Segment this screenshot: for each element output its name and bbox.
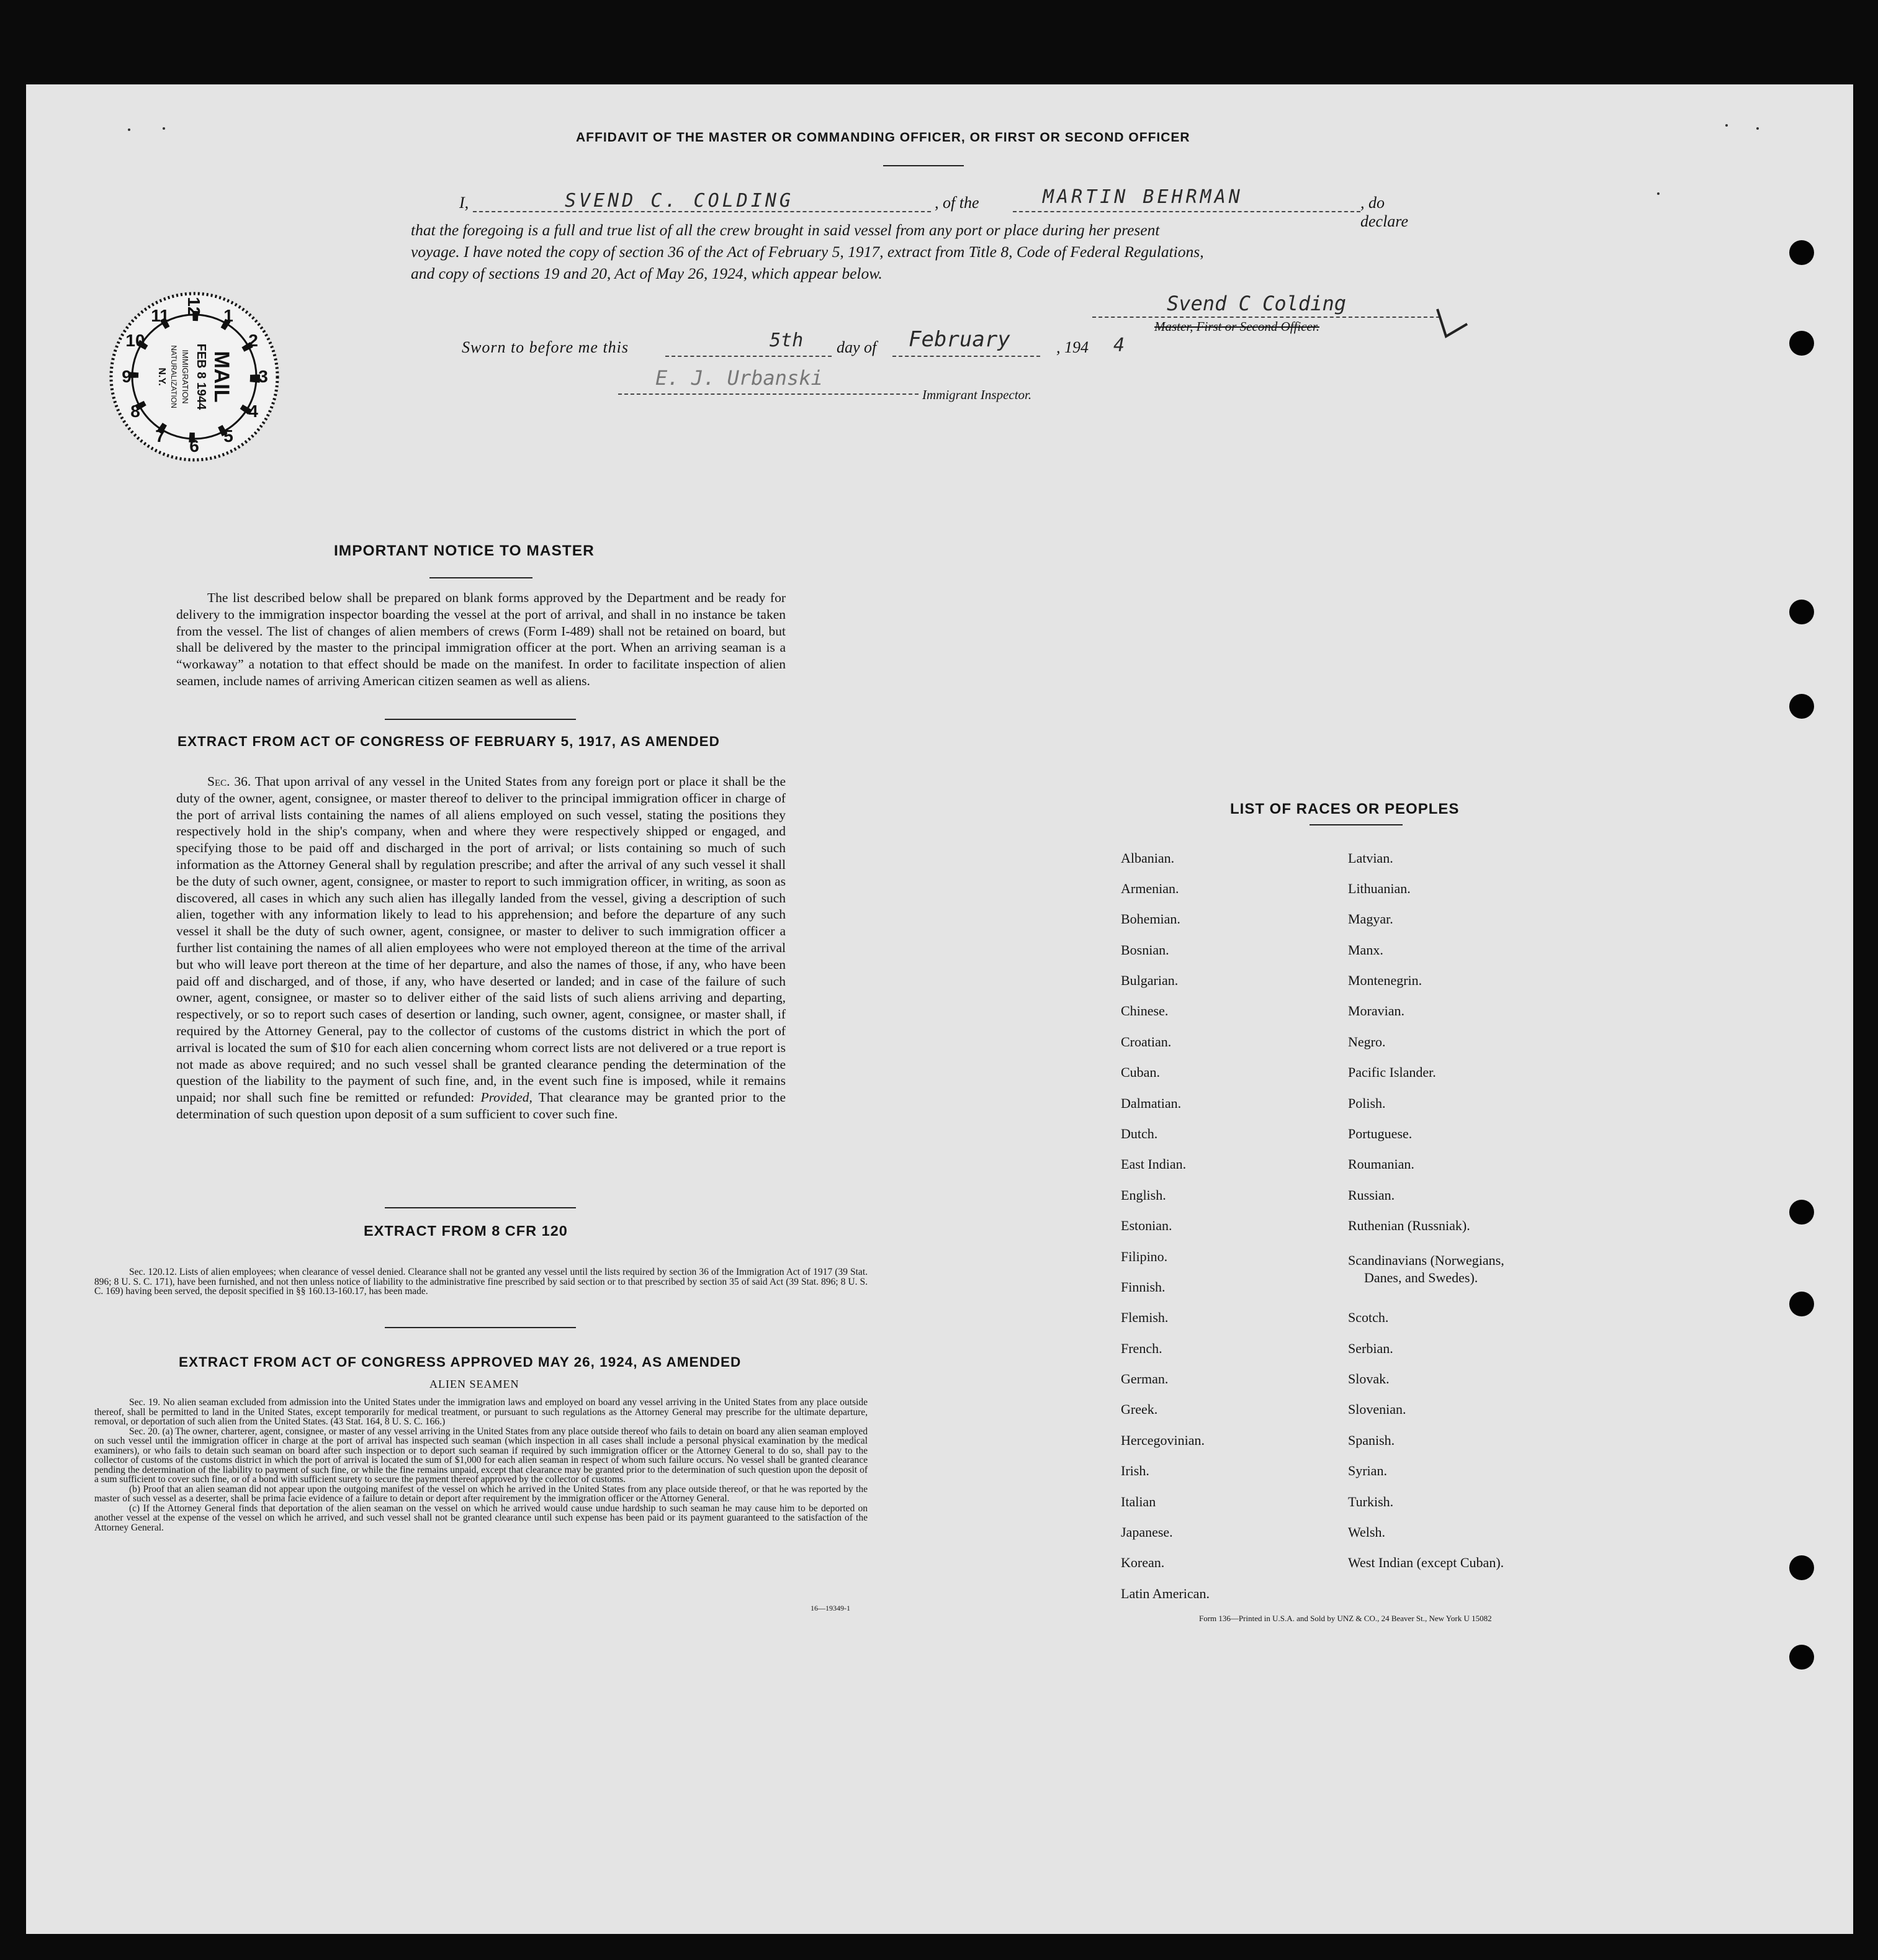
stamp-digit: 5 (223, 426, 233, 446)
extract-1917-rule (385, 1207, 576, 1208)
race-item: Danes, and Swedes). (1364, 1270, 1478, 1285)
sec-20c-text: (c) If the Attorney General finds that deportation of the alien seaman on the vessel on which he arrived would cause undue hardship to such seaman he may cause him to be deported on another vessel at the expense of the vessel on which he arrived, and such vessel shall not be granted clearance until such expense has been paid or its payment guaranteed to the satisfaction of the Attorney General. (94, 1503, 868, 1533)
races-title: LIST OF RACES OR PEOPLES (1230, 801, 1460, 817)
stamp-line: N.Y. (156, 367, 167, 386)
vessel-underline (1013, 211, 1360, 212)
race-item: Japanese. (1121, 1524, 1173, 1540)
race-item: Spanish. (1348, 1432, 1395, 1448)
binder-hole (1789, 331, 1814, 356)
extract-1917-body (176, 773, 786, 1123)
notice-title: IMPORTANT NOTICE TO MASTER (334, 542, 595, 559)
race-item: Albanian. (1121, 850, 1175, 866)
notice-rule (429, 577, 532, 578)
stamp-line: IMMIGRATION (181, 349, 190, 404)
race-item: Dalmatian. (1121, 1095, 1182, 1111)
race-item: Negro. (1348, 1034, 1386, 1050)
extract-1924-body (94, 1398, 868, 1532)
stamp-digit: 12 (184, 297, 204, 317)
race-item: Lithuanian. (1348, 881, 1411, 896)
label-day-of: day of (837, 338, 877, 356)
affidavit-line1 (459, 186, 1427, 230)
year-suffix: 4 (1113, 335, 1125, 356)
master-signature: Svend C Colding (1167, 292, 1346, 315)
stamp-digit: 1 (223, 306, 233, 325)
sworn-day: 5th (770, 330, 804, 351)
affidavit-line4: and copy of sections 19 and 20, Act of May 26, 1924, which appear below. (411, 264, 883, 282)
race-item: Serbian. (1348, 1341, 1393, 1356)
race-item: Scotch. (1348, 1310, 1389, 1325)
stamp-line: NATURALIZATION (169, 345, 178, 408)
dust-speck (128, 128, 130, 131)
sec-20a-text: Sec. 20. (a) The owner, charterer, agent, consignee, or master of any vessel arriving in the United States from any place outside thereof who fails to detain on board any alien seaman employed on such vessel until the immigration officer in charge at the port of arrival has inspected such seaman (which inspection in all cases shall include a personal physical examination by the medical examiners), or who fails to detain such seaman on board after such inspection or to deport such seaman if required by such immigration officer or the Attorney General to do so, shall pay to the collector of customs of the customs district in which the port of arrival is located the sum of $1,000 for each alien seaman in respect of whom such failure occurs. No vessel shall be granted clearance pending the determination of the liability to payment of such fine, or while the fine remains unpaid, except that clearance may be granted prior to the determination of such question upon the deposit of a sum sufficient to cover such fine, or of a bond with sufficient surety to secure the payment thereof approved by the collector of customs. (94, 1426, 868, 1485)
stamp-digit: 2 (248, 331, 258, 350)
master-signature-block (1092, 292, 1477, 348)
label-i: I, (459, 194, 469, 212)
stamp-digit: 9 (122, 367, 132, 386)
signature-underline (1092, 317, 1440, 318)
dust-speck (163, 127, 165, 130)
race-item: West Indian (except Cuban). (1348, 1555, 1504, 1570)
printer-footer: Form 136—Printed in U.S.A. and Sold by UNZ & CO., 24 Beaver St., New York U 15082 (1199, 1614, 1492, 1623)
stamp-digit: 4 (248, 402, 258, 421)
race-item: Welsh. (1348, 1524, 1385, 1540)
race-item: Finnish. (1121, 1279, 1166, 1295)
race-item: Slovenian. (1348, 1401, 1406, 1417)
extract-1917-title: EXTRACT FROM ACT OF CONGRESS OF FEBRUARY 5, 1917, AS AMENDED (177, 734, 720, 749)
master-name: SVEND C. COLDING (565, 190, 794, 212)
sworn-line (462, 327, 1144, 363)
race-item: Croatian. (1121, 1034, 1172, 1050)
race-item: Polish. (1348, 1095, 1386, 1111)
race-item: Russian. (1348, 1187, 1395, 1203)
binder-hole (1789, 1555, 1814, 1580)
race-item: Korean. (1121, 1555, 1165, 1570)
provided-word: Provided, (480, 1090, 532, 1105)
race-item: Magyar. (1348, 911, 1393, 927)
affidavit-line3: voyage. I have noted the copy of section 36 of the Act of February 5, 1917, extract from Title 8, Code of Federal Regulations, (411, 243, 1204, 261)
race-item: Flemish. (1121, 1310, 1169, 1325)
extract-1924-subtitle: ALIEN SEAMEN (429, 1378, 519, 1390)
dust-speck (1756, 127, 1759, 130)
race-item: Estonian. (1121, 1218, 1172, 1233)
sec-19-text: Sec. 19. No alien seaman excluded from admission into the United States under the immigration laws and employed on board any vessel arriving in the United States from any place outside thereof, shall be permitted to land in the United States, except temporarily for medical treatment, or pursuant to such regulations as the Attorney General may prescribe for the ultimate departure, removal, or deportation of such alien from the United States. (43 Stat. 164, 8 U. S. C. 166.) (94, 1397, 868, 1427)
binder-hole (1789, 1292, 1814, 1316)
stamp-digit: 10 (125, 331, 145, 350)
race-item: Roumanian. (1348, 1156, 1414, 1172)
notice-body: The list described below shall be prepared on blank forms approved by the Department and be ready for delivery to the immigration inspector boarding the vessel at the port of arrival, and shall in no instance be taken from the vessel. The list of changes of alien members of crews (Form I-489) shall not be retained on board, but shall be delivered by the master to the principal immigration officer at the port. When an arriving seaman is a “workaway” a notation to that effect should be made on the manifest. In order to facilitate inspection of alien seamen, include names of arriving American citizen seamen as well as aliens. (176, 590, 786, 688)
mail-date-stamp (107, 289, 282, 464)
month-underline (892, 356, 1040, 357)
stamp-digit: 3 (258, 367, 268, 386)
race-item: Armenian. (1121, 881, 1179, 896)
inspector-underline (618, 393, 919, 395)
race-item: English. (1121, 1187, 1166, 1203)
race-item: Syrian. (1348, 1463, 1387, 1478)
race-item: Pacific Islander. (1348, 1064, 1436, 1080)
day-underline (665, 356, 832, 357)
inspector-caption: Immigrant Inspector. (922, 387, 1032, 402)
sec-36-text: That upon arrival of any vessel in the United States from any foreign port or place it shall be the duty of the owner, agent, consignee, or master thereof to deliver to the principal immigration officer in charge of the port of arrival lists containing the names of all aliens employed on such vessel, stating the positions they respectively hold in the ship's company, when and where they were respectively shipped or engaged, and specifying those to be paid off and discharged in the port of arrival; or lists containing so much of such information as the Attorney General shall by regulation prescribe; and after the arrival of any such vessel it shall be the duty of such owner, agent, consignee, or master to report to such immigration officer, in writing, as soon as discovered, all cases in which any such alien has illegally landed from the vessel, giving a description of such alien, together with any information likely to lead to his apprehension; and before the departure of any such vessel it shall be the duty of such owner, agent, consignee, or master to deliver to such immigration officer a further list containing the names of all alien employees who were not employed thereon at the time of the arrival but who will leave port thereon at the time of her departure, and also the names of those, if any, who have been paid off and discharged, and of those, if any, who have deserted or landed; and in case of the failure of such owner, agent, consignee, or master so to deliver either of the said lists of such aliens arriving and departing, respectively, or so to report such cases of desertion or landing, such owner, agent, consignee, or master shall, if required by the Attorney General, pay to the collector of customs of the customs district in which the port of arrival is located the sum of $10 for each alien concerning whom correct lists are not delivered or a true report is not made as above required; and no such vessel shall be granted clearance pending the determination of the question of the liability to the payment of such fine, and, in the event such fine is imposed, while it remains unpaid; nor shall such fine be remitted or refunded: (176, 774, 786, 1105)
race-item: Slovak. (1348, 1371, 1390, 1387)
race-item: Montenegrin. (1348, 973, 1422, 988)
race-item: Bosnian. (1121, 942, 1169, 958)
race-item: Turkish. (1348, 1494, 1394, 1509)
race-item: Moravian. (1348, 1003, 1405, 1018)
race-item: German. (1121, 1371, 1169, 1387)
sec-20b-text: (b) Proof that an alien seaman did not appear upon the outgoing manifest of the vessel on which he arrived in the United States from any place outside thereof, or that he was reported by the master of such vessel as a deserter, shall be prima facie evidence of a failure to detain or deport after requirement by the immigration officer or the Attorney General. (94, 1483, 868, 1504)
extract-cfr-body: Sec. 120.12. Lists of alien employees; when clearance of vessel denied. Clearance shall not be granted any vessel until the lists required by section 36 of the Immigration Act of 1917 (39 Stat. 896; 8 U. S. C. 171), have been furnished, and not then unless notice of liability to the administrative fine prescribed by said section or to that prescribed by section 35 of said Act (39 Stat. 896; 8 U. S. C. 169) having been served, the deposit specified in §§ 160.13-160.17, has been made. (94, 1267, 868, 1297)
check-mark (1432, 304, 1470, 341)
race-item: Hercegovinian. (1121, 1432, 1205, 1448)
races-rule (1310, 824, 1403, 825)
race-item: Cuban. (1121, 1064, 1160, 1080)
extract-cfr-rule (385, 1327, 576, 1328)
race-item: Irish. (1121, 1463, 1149, 1478)
binder-hole (1789, 1200, 1814, 1225)
affidavit-line2: that the foregoing is a full and true list of all the crew brought in said vessel from any port or place during her present (411, 221, 1160, 239)
dust-speck (1725, 124, 1728, 127)
label-do-declare: , do declare (1360, 194, 1408, 230)
sworn-prefix: Sworn to before me this (462, 338, 629, 356)
stamp-digit: 8 (130, 402, 140, 421)
race-item: Bulgarian. (1121, 973, 1179, 988)
label-of-the: , of the (935, 194, 979, 212)
vessel-name: MARTIN BEHRMAN (1043, 186, 1243, 208)
binder-hole (1789, 600, 1814, 624)
title-rule (883, 165, 964, 166)
inspector-signature: E. J. Urbanski (655, 366, 823, 390)
inspector-block (618, 366, 1090, 403)
stamp-date: FEB 8 1944 (194, 343, 208, 410)
stamp-word: MAIL (210, 351, 233, 403)
race-item: Portuguese. (1348, 1126, 1413, 1141)
affidavit-title: AFFIDAVIT OF THE MASTER OR COMMANDING OFFICER, OR FIRST OR SECOND OFFICER (576, 130, 1190, 145)
race-item: Latvian. (1348, 850, 1393, 866)
binder-hole (1789, 240, 1814, 265)
sworn-month: February (909, 327, 1010, 352)
dust-speck (1657, 192, 1660, 195)
extract-cfr-title: EXTRACT FROM 8 CFR 120 (364, 1223, 568, 1239)
race-item: Scandinavians (Norwegians, (1348, 1252, 1504, 1268)
notice-bottom-rule (385, 719, 576, 720)
race-item: Chinese. (1121, 1003, 1169, 1018)
race-item: Italian (1121, 1494, 1156, 1509)
race-item: Manx. (1348, 942, 1383, 958)
race-item: Filipino. (1121, 1249, 1168, 1264)
year-prefix: , 194 (1056, 338, 1089, 356)
signature-caption: Master, First or Second Officer. (1154, 319, 1319, 334)
stamp-digit: 6 (189, 436, 199, 456)
stamp-digit: 11 (151, 306, 169, 325)
extract-1924-title: EXTRACT FROM ACT OF CONGRESS APPROVED MAY 26, 1924, AS AMENDED (179, 1354, 742, 1370)
race-item: East Indian. (1121, 1156, 1187, 1172)
sec-36-end: That clearance may be granted prior to the determination of such question upon deposit of a sum sufficient to cover such fine. (176, 1090, 786, 1122)
race-item: Latin American. (1121, 1586, 1210, 1601)
sec-36-label: Sec. 36. (207, 774, 251, 789)
binder-hole (1789, 1645, 1814, 1670)
race-item: Ruthenian (Russniak). (1348, 1218, 1470, 1233)
stamp-digit: 7 (155, 426, 165, 446)
form-code: 16—19349-1 (811, 1604, 850, 1612)
race-item: Bohemian. (1121, 911, 1180, 927)
race-item: French. (1121, 1341, 1162, 1356)
binder-hole (1789, 694, 1814, 719)
race-item: Dutch. (1121, 1126, 1158, 1141)
race-item: Greek. (1121, 1401, 1158, 1417)
